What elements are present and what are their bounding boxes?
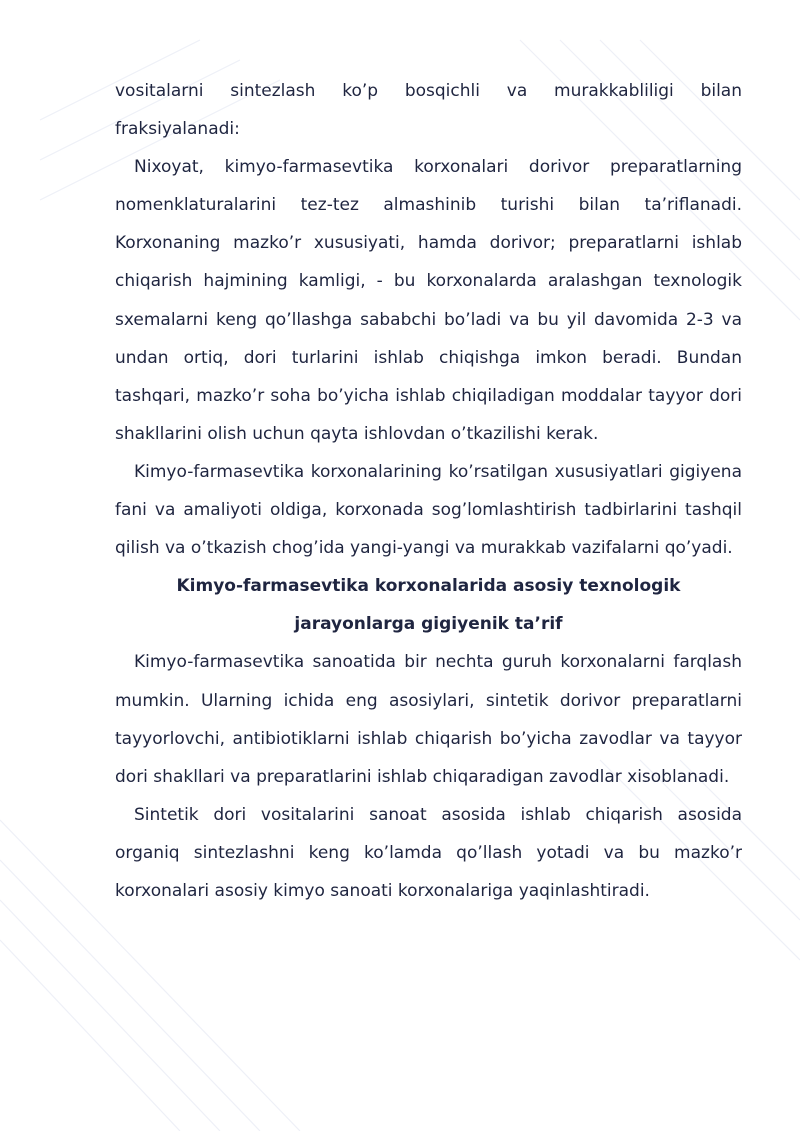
paragraph-2: Nixoyat, kimyo-farmasevtika korxonalari dorivor preparatlarning nomenklaturalarini tez-tez almashinib turishi bilan ta’riflanadi. Korxonaning mazko’r xususiyati, hamda dorivor; preparatlarni ishlab chiqarish hajmining kamligi, - bu korxonalarda aralashgan texnologik sxemalarni keng qo’llashga sababchi bo’ladi va bu yil davomida 2-3 va undan ortiq, dori turlarini ishlab chiqishga imkon beradi. Bundan tashqari, mazko’r soha bo’yicha ishlab chiqiladigan moddalar tayyor dori shakllarini olish uchun qayta ishlovdan o’tkazilishi kerak.	[115, 157, 742, 444]
section-heading-line-1: Kimyo-farmasevtika korxonalarida asosiy texnologik	[176, 576, 681, 597]
section-heading-line-2: jarayonlarga gigiyenik ta’rif	[294, 614, 563, 635]
paragraph-3: Kimyo-farmasevtika korxonalarining ko’rsatilgan xususiyatlari gigiyena fani va amaliyoti oldiga, korxonada sog’lomlashtirish tadbirlarini tashqil qilish va o’tkazish chog’ida yangi-yangi va murakkab vazifalarni qo’yadi.	[115, 461, 742, 559]
paragraph-1: vositalarni sintezlash ko’p bosqichli va murakkabliligi bilan fraksiyalanadi:	[115, 81, 742, 140]
section-heading	[115, 567, 742, 643]
paragraph-5: Sintetik dori vositalarini sanoat asosida ishlab chiqarish asosida organiq sintezlashni keng ko’lamda qo’llash yotadi va bu mazko’r korxonalari asosiy kimyo sanoati korxonalariga yaqinlashtiradi.	[115, 804, 742, 901]
paragraph-4: Kimyo-farmasevtika sanoatida bir nechta guruh korxonalarni farqlash mumkin. Ularning ichida eng asosiylari, sintetik dorivor preparatlarni tayyorlovchi, antibiotiklarni ishlab chiqarish bo’yicha zavodlar va tayyor dori shakllari va preparatlarini ishlab chiqaradigan zavodlar xisoblanadi.	[115, 652, 742, 787]
document-body	[115, 72, 742, 910]
